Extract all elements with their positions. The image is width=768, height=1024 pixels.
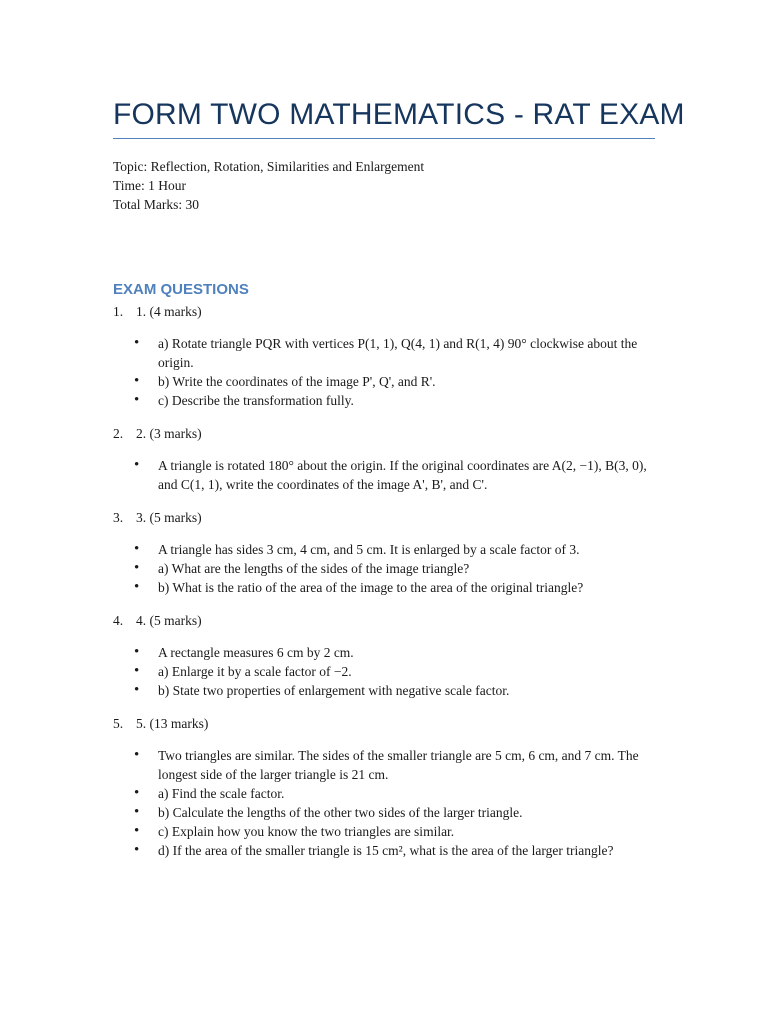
question-1 <box>113 302 655 410</box>
list-item: • A triangle is rotated 180° about the origin. If the original coordinates are A(2, −1), B(3, 0), and C(1, 1), write the coordinates of the image A', B', and C'. <box>134 457 647 492</box>
bullet-icon: • <box>134 541 140 557</box>
list-item: • A rectangle measures 6 cm by 2 cm. <box>134 644 354 660</box>
question-bullets <box>113 456 655 494</box>
question-2 <box>113 424 655 494</box>
question-label: 3. (5 marks) <box>136 510 202 525</box>
question-list <box>113 302 655 860</box>
topic-line: Topic: Reflection, Rotation, Similarities and Enlargement <box>113 159 425 174</box>
document-title: FORM TWO MATHEMATICS - RAT EXAM <box>113 96 655 139</box>
exam-meta <box>113 157 655 214</box>
list-item: • b) State two properties of enlargement with negative scale factor. <box>134 682 510 698</box>
list-item: • a) Rotate triangle PQR with vertices P(1, 1), Q(4, 1) and R(1, 4) 90° clockwise about the origin. <box>134 335 638 370</box>
question-label: 4. (5 marks) <box>136 613 202 628</box>
list-item: • b) What is the ratio of the area of the image to the area of the original triangle? <box>134 579 584 595</box>
question-label: 5. (13 marks) <box>136 716 209 731</box>
question-bullets <box>113 540 655 597</box>
question-bullets <box>113 643 655 700</box>
bullet-icon: • <box>134 335 140 351</box>
question-3 <box>113 508 655 597</box>
bullet-icon: • <box>134 392 140 408</box>
bullet-icon: • <box>134 682 140 698</box>
question-label: 1. (4 marks) <box>136 304 202 319</box>
bullet-icon: • <box>134 560 140 576</box>
bullet-icon: • <box>134 579 140 595</box>
bullet-icon: • <box>134 457 140 473</box>
question-number: 5. <box>113 716 124 731</box>
question-5 <box>113 714 655 860</box>
bullet-icon: • <box>134 644 140 660</box>
document-page <box>113 96 685 860</box>
question-number: 3. <box>113 510 124 525</box>
bullet-icon: • <box>134 804 140 820</box>
list-item: • a) Enlarge it by a scale factor of −2. <box>134 663 352 679</box>
list-item: • b) Calculate the lengths of the other two sides of the larger triangle. <box>134 804 523 820</box>
list-item: • c) Explain how you know the two triangles are similar. <box>134 823 455 839</box>
list-item: • b) Write the coordinates of the image P', Q', and R'. <box>134 373 436 389</box>
question-number: 2. <box>113 426 124 441</box>
time-line: Time: 1 Hour <box>113 178 187 193</box>
bullet-icon: • <box>134 785 140 801</box>
total-marks-line: Total Marks: 30 <box>113 197 200 212</box>
question-number: 1. <box>113 304 124 319</box>
list-item: • c) Describe the transformation fully. <box>134 392 354 408</box>
bullet-icon: • <box>134 747 140 763</box>
question-4 <box>113 611 655 700</box>
list-item: • Two triangles are similar. The sides of the smaller triangle are 5 cm, 6 cm, and 7 cm. The longest side of the larger triangle is 21 cm. <box>134 747 639 782</box>
list-item: • A triangle has sides 3 cm, 4 cm, and 5 cm. It is enlarged by a scale factor of 3. <box>134 541 580 557</box>
list-item: • d) If the area of the smaller triangle is 15 cm², what is the area of the larger triangle? <box>134 842 614 858</box>
bullet-icon: • <box>134 373 140 389</box>
list-item: • a) What are the lengths of the sides of the image triangle? <box>134 560 470 576</box>
question-number: 4. <box>113 613 124 628</box>
question-label: 2. (3 marks) <box>136 426 202 441</box>
question-bullets <box>113 334 655 410</box>
section-heading: EXAM QUESTIONS <box>113 281 249 298</box>
question-bullets <box>113 746 655 860</box>
bullet-icon: • <box>134 663 140 679</box>
bullet-icon: • <box>134 842 140 858</box>
list-item: • a) Find the scale factor. <box>134 785 285 801</box>
bullet-icon: • <box>134 823 140 839</box>
